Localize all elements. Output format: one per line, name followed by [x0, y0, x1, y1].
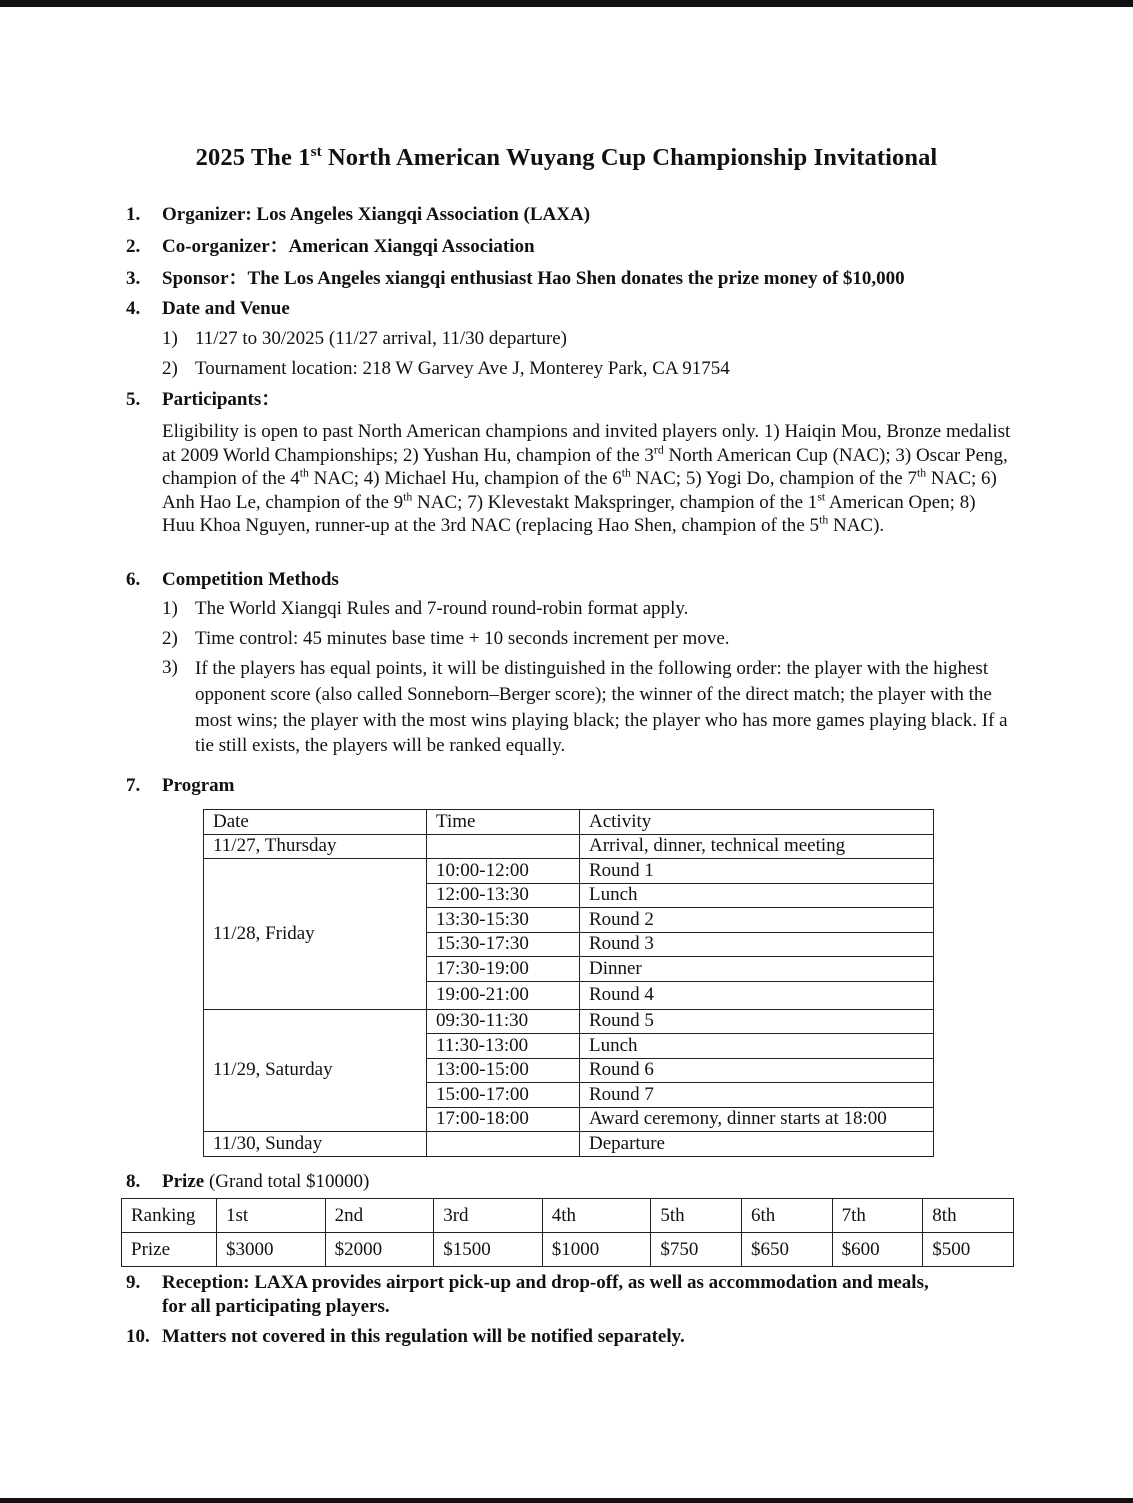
date-item: 11/27 to 30/2025 (11/27 arrival, 11/30 departure) — [195, 328, 567, 349]
time-cell: 11:30-13:00 — [427, 1034, 580, 1059]
document-title: 2025 The 1st North American Wuyang Cup Championship Invitational — [195, 142, 938, 171]
section-7-number: 7. — [126, 775, 141, 796]
place-cell: 4th — [542, 1199, 651, 1233]
rules-item-number: 1) — [162, 598, 178, 619]
amount-cell: $1500 — [434, 1233, 543, 1267]
time-cell: 13:30-15:30 — [427, 908, 580, 933]
program-header-row — [204, 810, 934, 835]
table-row — [204, 1132, 934, 1157]
activity-cell: Departure — [580, 1132, 934, 1157]
prize-label: Prize — [122, 1233, 217, 1267]
activity-cell: Round 6 — [580, 1058, 934, 1083]
participants-paragraph: Eligibility is open to past North American champions and invited players only. 1) Haiqin Mou, Bronze medalist at 2009 World Championships; 2) Yushan Hu, champion of the 3rd North American Cup (NAC); 3) Oscar Peng, champion of the 4th NAC; 4) Michael Hu, champion of the 6th NAC; 5) Yogi Do, champion of the 7th NAC; 6) Anh Hao Le, champion of the 9th NAC; 7) Klevestakt Makspringer, champion of the 1st American Open; 8) Huu Khoa Nguyen, runner-up at the 3rd NAC (replacing Hao Shen, champion of the 5th NAC). — [162, 421, 1011, 537]
section-8-number: 8. — [126, 1171, 141, 1192]
place-cell: 6th — [742, 1199, 833, 1233]
place-cell: 8th — [923, 1199, 1014, 1233]
time-cell: 10:00-12:00 — [427, 859, 580, 884]
amount-cell: $500 — [923, 1233, 1014, 1267]
ranking-row — [122, 1199, 1014, 1233]
activity-cell: Round 4 — [580, 981, 934, 1009]
participants-heading: Participants： — [162, 389, 281, 410]
date-item-number: 1) — [162, 328, 178, 349]
activity-cell: Lunch — [580, 883, 934, 908]
section-6-number: 6. — [126, 569, 141, 590]
time-control-item: Time control: 45 minutes base time + 10 seconds increment per move. — [195, 628, 730, 649]
table-row — [204, 1009, 934, 1034]
amount-cell: $2000 — [325, 1233, 434, 1267]
amount-cell: $1000 — [542, 1233, 651, 1267]
matters-heading: Matters not covered in this regulation will be notified separately. — [162, 1326, 685, 1347]
place-cell: 3rd — [434, 1199, 543, 1233]
time-cell: 13:00-15:00 — [427, 1058, 580, 1083]
activity-cell: Dinner — [580, 957, 934, 982]
time-cell: 17:30-19:00 — [427, 957, 580, 982]
place-cell: 1st — [217, 1199, 326, 1233]
venue-item: Tournament location: 218 W Garvey Ave J, Monterey Park, CA 91754 — [195, 358, 730, 379]
prize-row — [122, 1233, 1014, 1267]
time-cell: 17:00-18:00 — [427, 1107, 580, 1132]
co-organizer-heading: Co-organizer：American Xiangqi Association — [162, 236, 535, 257]
tiebreak-item: If the players has equal points, it will be distinguished in the following order: the player with the highest opponent score (also called Sonneborn–Berger score); the winner of the direct match; the player with the most wins; the player with the most wins playing black; the player who has more games playing black. If a tie still exists, the players will be ranked equally. — [195, 658, 1008, 757]
date-cell: 11/30, Sunday — [204, 1132, 427, 1157]
time-cell: 15:00-17:00 — [427, 1083, 580, 1108]
rules-item: The World Xiangqi Rules and 7-round round-robin format apply. — [195, 598, 689, 619]
time-control-item-number: 2) — [162, 628, 178, 649]
amount-cell: $3000 — [217, 1233, 326, 1267]
table-row — [204, 834, 934, 859]
activity-cell: Lunch — [580, 1034, 934, 1059]
time-cell: 12:00-13:30 — [427, 883, 580, 908]
section-1-number: 1. — [126, 204, 141, 225]
section-5-number: 5. — [126, 389, 141, 410]
section-9-number: 9. — [126, 1272, 141, 1293]
place-cell: 5th — [651, 1199, 742, 1233]
time-cell: 09:30-11:30 — [427, 1009, 580, 1034]
header-date: Date — [204, 810, 427, 835]
time-cell: 19:00-21:00 — [427, 981, 580, 1009]
section-2-number: 2. — [126, 236, 141, 257]
place-cell: 7th — [832, 1199, 923, 1233]
reception-heading-continued: for all participating players. — [162, 1296, 390, 1317]
section-3-number: 3. — [126, 268, 141, 289]
time-cell — [427, 1132, 580, 1157]
prize-table — [121, 1198, 1014, 1267]
sponsor-heading: Sponsor：The Los Angeles xiangqi enthusiast Hao Shen donates the prize money of $10,000 — [162, 268, 905, 289]
prize-total-note: (Grand total $10000) — [204, 1171, 370, 1192]
header-time: Time — [427, 810, 580, 835]
program-table — [203, 809, 934, 1157]
date-cell: 11/28, Friday — [204, 859, 427, 1010]
section-10-number: 10. — [126, 1326, 150, 1347]
activity-cell: Arrival, dinner, technical meeting — [580, 834, 934, 859]
organizer-heading: Organizer: Los Angeles Xiangqi Association (LAXA) — [162, 204, 591, 225]
table-row — [204, 859, 934, 884]
bottom-border — [0, 1498, 1133, 1503]
amount-cell: $600 — [832, 1233, 923, 1267]
activity-cell: Round 5 — [580, 1009, 934, 1034]
date-venue-heading: Date and Venue — [162, 298, 290, 319]
time-cell — [427, 834, 580, 859]
venue-item-number: 2) — [162, 358, 178, 379]
activity-cell: Round 7 — [580, 1083, 934, 1108]
date-cell: 11/29, Saturday — [204, 1009, 427, 1132]
activity-cell: Round 2 — [580, 908, 934, 933]
date-cell: 11/27, Thursday — [204, 834, 427, 859]
ranking-label: Ranking — [122, 1199, 217, 1233]
prize-heading: Prize (Grand total $10000) — [162, 1171, 370, 1192]
reception-heading: Reception: LAXA provides airport pick-up and drop-off, as well as accommodation and meals, — [162, 1272, 929, 1293]
activity-cell: Award ceremony, dinner starts at 18:00 — [580, 1107, 934, 1132]
competition-methods-heading: Competition Methods — [162, 569, 339, 590]
amount-cell: $750 — [651, 1233, 742, 1267]
place-cell: 2nd — [325, 1199, 434, 1233]
time-cell: 15:30-17:30 — [427, 932, 580, 957]
activity-cell: Round 3 — [580, 932, 934, 957]
program-heading: Program — [162, 775, 235, 796]
activity-cell: Round 1 — [580, 859, 934, 884]
header-activity: Activity — [580, 810, 934, 835]
amount-cell: $650 — [742, 1233, 833, 1267]
section-4-number: 4. — [126, 298, 141, 319]
tiebreak-item-number: 3) — [162, 657, 178, 678]
top-border — [0, 0, 1133, 7]
